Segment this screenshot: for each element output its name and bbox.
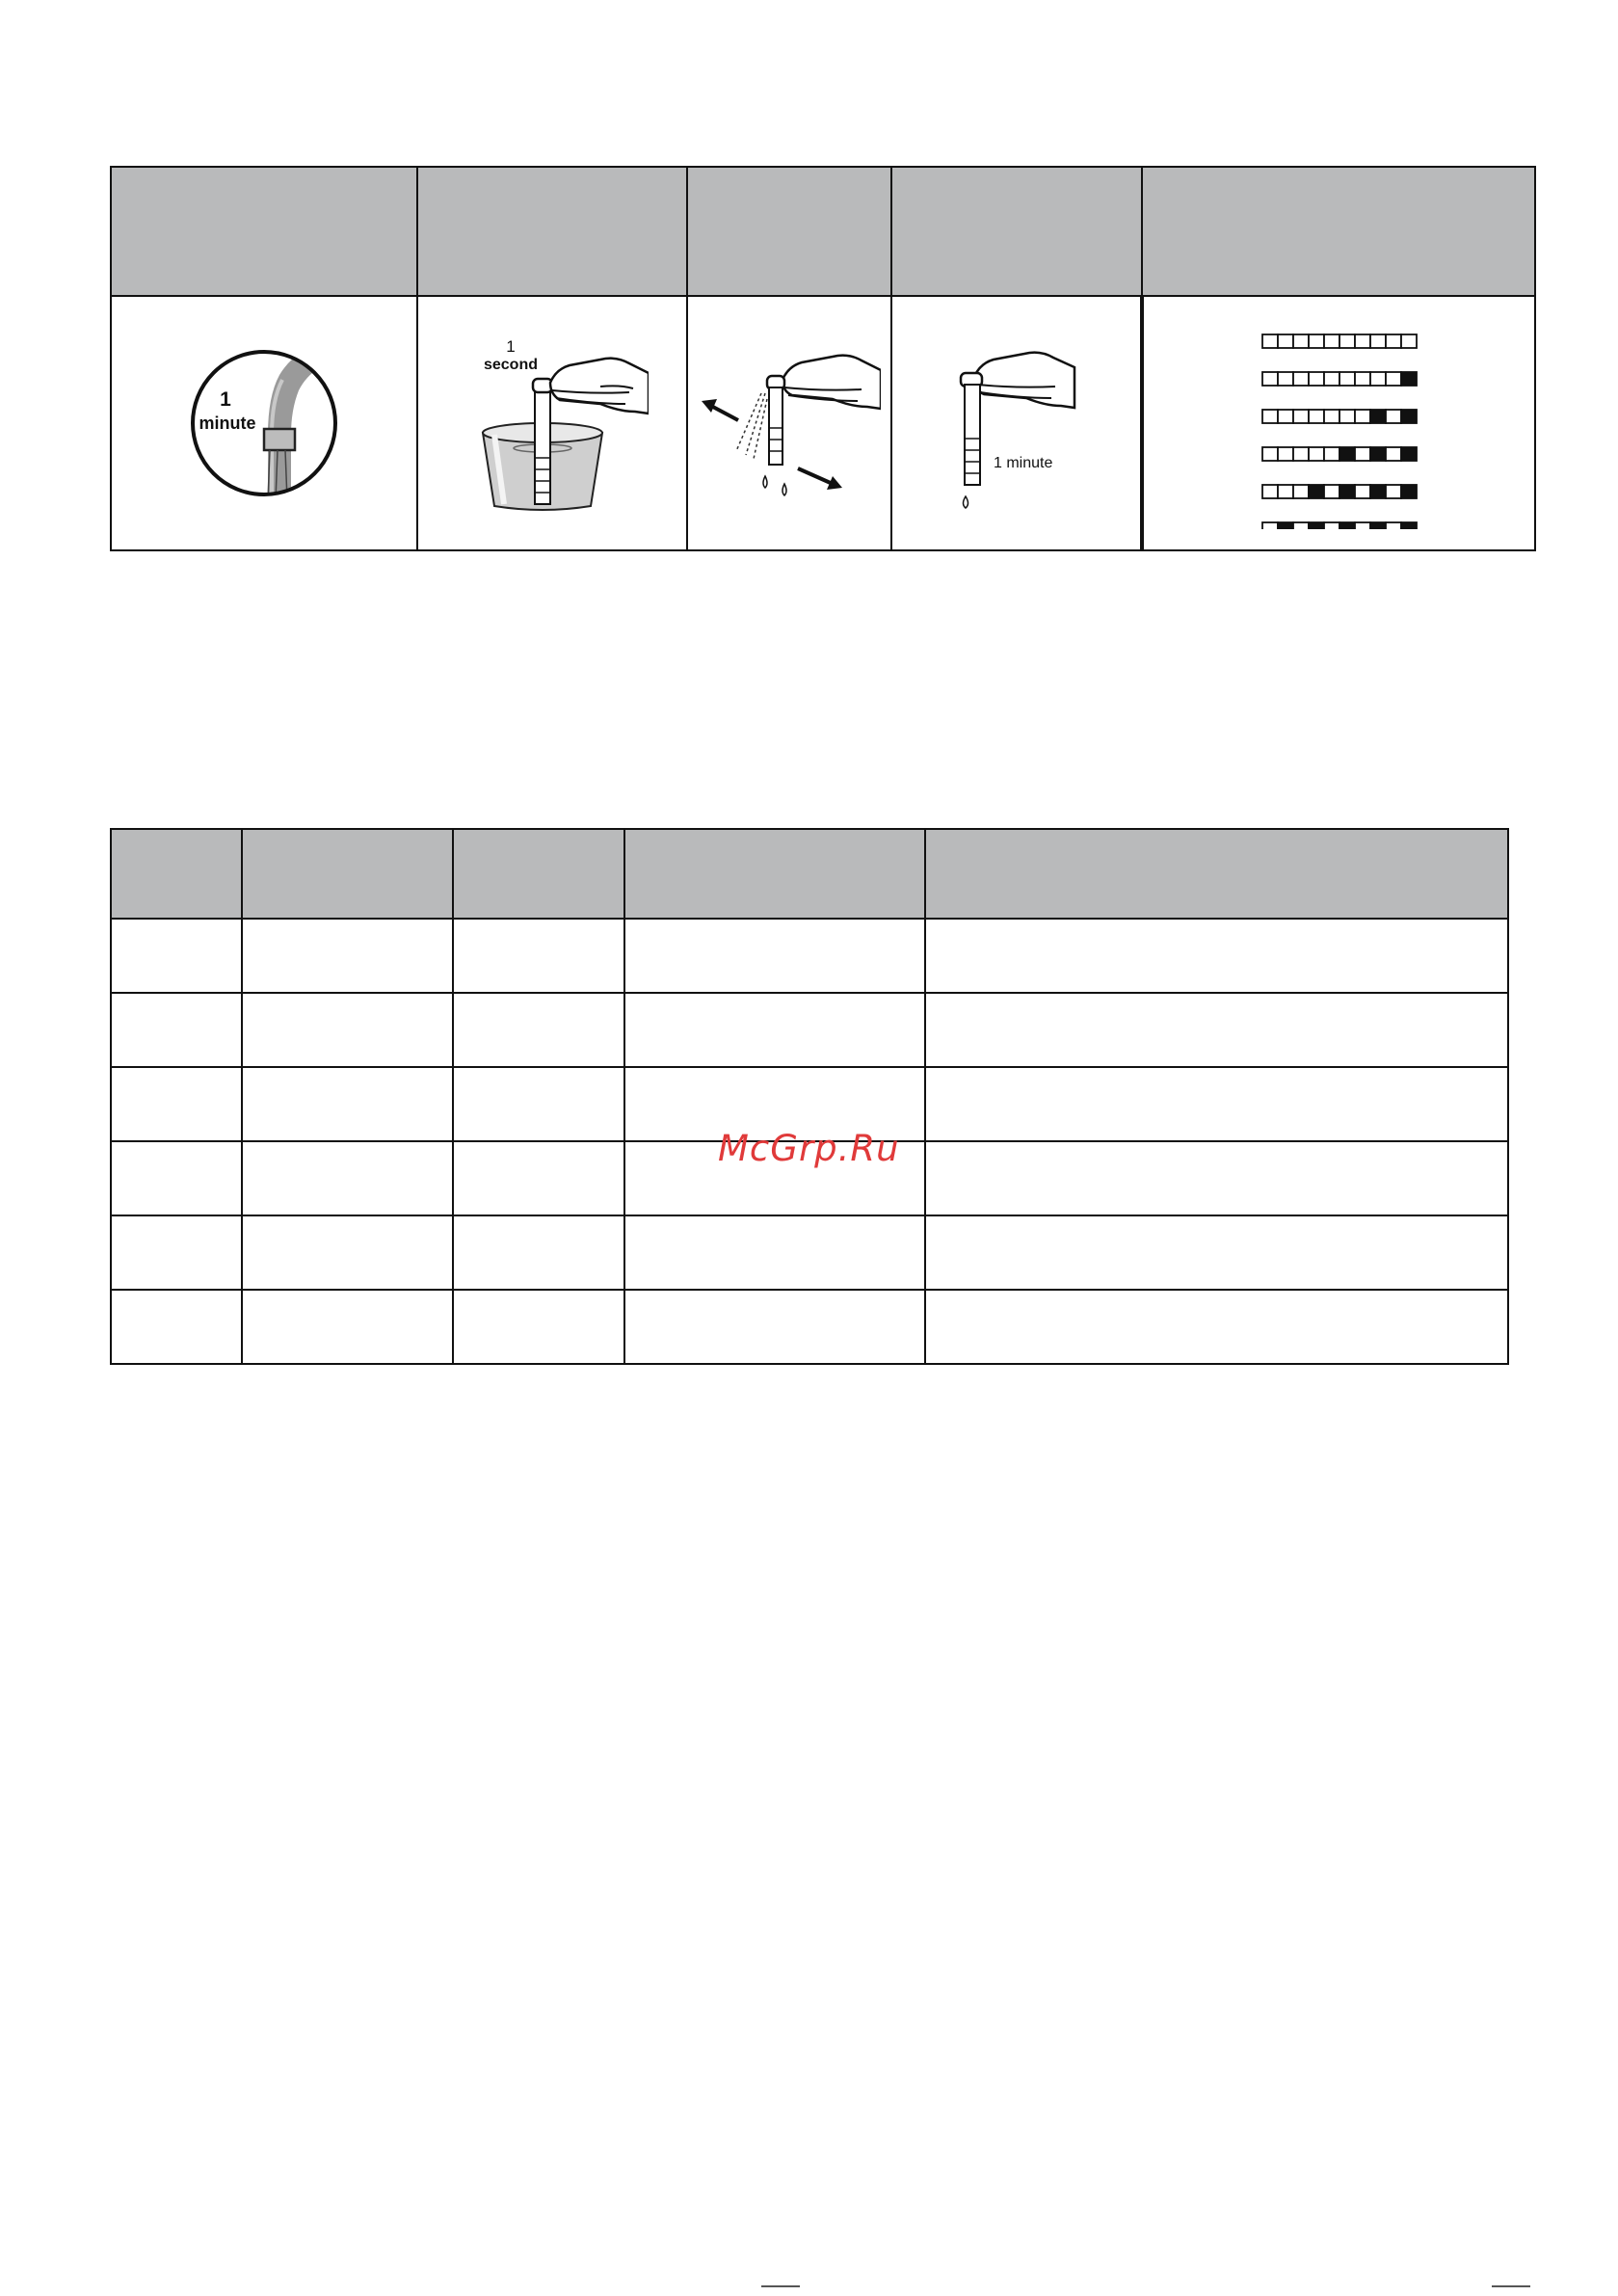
filled-square [1401,485,1417,498]
table-cell [242,1067,453,1141]
hardness-scale-strip [1262,447,1417,461]
empty-square [1339,372,1355,386]
wait-strip-icon [920,327,1113,520]
empty-square [1386,522,1401,529]
table-row [111,1215,1508,1290]
empty-square [1386,485,1401,498]
empty-square [1370,372,1386,386]
table-cell [925,1215,1508,1290]
empty-square [1324,522,1339,529]
empty-square [1278,372,1293,386]
faucet-time-number: 1 [220,388,231,411]
table-cell [453,919,624,993]
table-cell [925,919,1508,993]
table-cell [624,1290,925,1364]
empty-square [1386,372,1401,386]
empty-square [1278,410,1293,423]
filled-square [1278,522,1293,529]
empty-square [1293,447,1309,461]
table-row [111,296,1535,550]
table-cell [453,1215,624,1290]
wait-strip-illustration-cell [891,296,1142,550]
table-cell [925,1067,1508,1141]
empty-square [1324,410,1339,423]
header-cell [111,167,417,296]
empty-square [1355,410,1370,423]
empty-square [1262,485,1278,498]
empty-square [1309,372,1324,386]
table-cell [242,993,453,1067]
empty-square [1355,485,1370,498]
faucet-illustration-cell [111,296,417,550]
footer-mark [761,2285,800,2287]
empty-square [1339,334,1355,348]
empty-square [1324,485,1339,498]
table-cell [242,1215,453,1290]
table-cell [624,1215,925,1290]
empty-square [1293,485,1309,498]
table-cell [111,919,242,993]
shake-strip-illustration-cell [687,296,891,550]
filled-square [1309,485,1324,498]
header-cell [687,167,891,296]
hardness-scale-strip [1262,522,1417,529]
table-cell [925,1290,1508,1364]
empty-square [1293,334,1309,348]
empty-square [1262,334,1278,348]
filled-square [1401,372,1417,386]
filled-square [1401,410,1417,423]
empty-square [1293,372,1309,386]
empty-square [1355,372,1370,386]
hardness-scale-strip [1262,485,1417,498]
empty-square [1262,447,1278,461]
header-cell [111,829,242,919]
table-cell [242,1290,453,1364]
table-cell [111,1290,242,1364]
filled-square [1339,522,1355,529]
table-cell [624,993,925,1067]
filled-square [1370,485,1386,498]
empty-square [1278,334,1293,348]
faucet-icon [187,346,341,500]
hardness-scale-strip [1262,410,1417,423]
dip-time-unit: second [483,357,539,373]
watermark: McGrp.Ru [718,1128,900,1169]
filled-square [1339,485,1355,498]
dip-time-number: 1 [506,337,516,356]
empty-square [1324,334,1339,348]
empty-square [1355,522,1370,529]
table-cell [111,993,242,1067]
filled-square [1370,447,1386,461]
table-cell [925,993,1508,1067]
empty-square [1386,410,1401,423]
header-cell [624,829,925,919]
table-cell [111,1141,242,1215]
table-header-row [111,829,1508,919]
table-header-row [111,167,1535,296]
empty-square [1262,522,1278,529]
header-cell [417,167,687,296]
table-cell [453,1067,624,1141]
table-row [111,919,1508,993]
table-cell [453,1141,624,1215]
table-cell [624,919,925,993]
empty-square [1293,410,1309,423]
dip-strip-icon [456,327,649,520]
table-cell [925,1141,1508,1215]
shake-strip-icon [698,332,881,515]
hardness-scale-illustration-cell [1142,296,1535,550]
empty-square [1309,410,1324,423]
empty-square [1309,334,1324,348]
table-cell [453,1290,624,1364]
table-cell [453,993,624,1067]
empty-square [1339,410,1355,423]
filled-square [1309,522,1324,529]
empty-square [1355,334,1370,348]
table-cell [242,919,453,993]
table-row [111,993,1508,1067]
table-cell [242,1141,453,1215]
empty-square [1401,334,1417,348]
hardness-scale-icon [1258,317,1421,529]
dip-strip-illustration-cell [417,296,687,550]
header-cell [242,829,453,919]
water-hardness-settings-table [110,828,1509,1365]
water-hardness-test-steps-table [110,166,1536,551]
filled-square [1370,410,1386,423]
footer-mark [1492,2285,1530,2287]
header-cell [1142,167,1535,296]
empty-square [1262,410,1278,423]
table-cell [111,1215,242,1290]
filled-square [1401,447,1417,461]
hardness-scale-strip [1262,334,1417,348]
filled-square [1401,522,1417,529]
header-cell [925,829,1508,919]
empty-square [1309,447,1324,461]
empty-square [1324,372,1339,386]
hardness-scale-strip [1262,372,1417,386]
filled-square [1339,447,1355,461]
empty-square [1355,447,1370,461]
empty-square [1386,447,1401,461]
empty-square [1278,447,1293,461]
empty-square [1262,372,1278,386]
empty-square [1278,485,1293,498]
table-cell [111,1067,242,1141]
wait-time-label: 1 minute [993,455,1052,471]
filled-square [1370,522,1386,529]
table-row [111,1290,1508,1364]
header-cell [453,829,624,919]
empty-square [1370,334,1386,348]
faucet-time-unit: minute [199,414,256,433]
empty-square [1324,447,1339,461]
header-cell [891,167,1142,296]
empty-square [1293,522,1309,529]
empty-square [1386,334,1401,348]
